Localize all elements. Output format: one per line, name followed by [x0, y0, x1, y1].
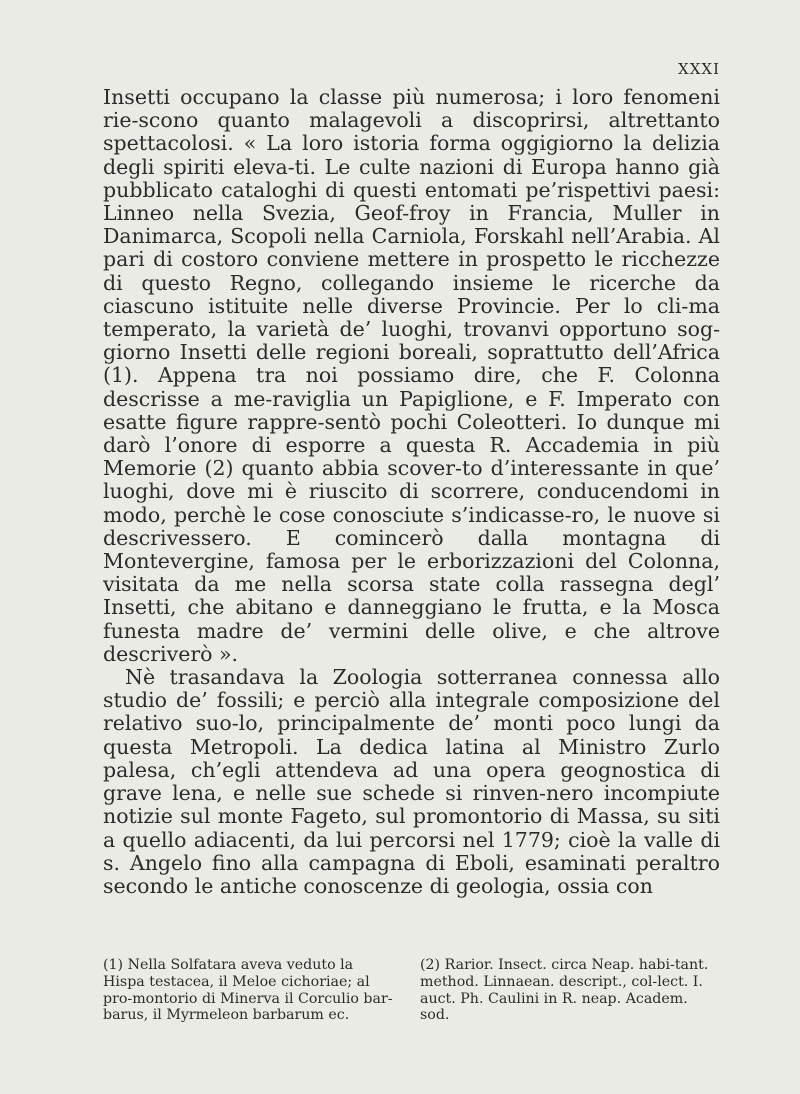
footnotes [103, 957, 720, 1024]
footnote-2: (2) Rarior. Insect. circa Neap. habi-tant. method. Linnaean. descript., col-lect. I. auct. Ph. Caulini in R. neap. Academ. sod. [420, 957, 709, 1024]
main-text [103, 86, 720, 898]
paragraph-1: Insetti occupano la classe più numerosa; i loro fenomeni rie-scono quanto malagevoli a discoprirsi, altrettanto spettacolosi. « La loro istoria forma oggigiorno la delizia degli spiriti eleva-ti. Le culte nazioni di Europa hanno già pubblicato cataloghi di questi entomati pe’rispettivi paesi: Linneo nella Svezia, Geof-froy in Francia, Muller in Danimarca, Scopoli nella Carniola, Forskahl nell’Arabia. Al pari di costoro conviene mettere in prospetto le ricchezze di questo Regno, collegando insieme le ricerche da ciascuno istituite nelle diverse Provincie. Per lo cli-ma temperato, la varietà de’ luoghi, trovanvi opportuno sog-giorno Insetti delle regioni boreali, soprattutto dell’Africa (1). Appena tra noi possiamo dire, che F. Colonna descrisse a me-raviglia un Papiglione, e F. Imperato con esatte figure rappre-sentò pochi Coleotteri. Io dunque mi darò l’onore di esporre a questa R. Accademia in più Memorie (2) quanto abbia scover-to d’interessante in que’ luoghi, dove mi è riuscito di scorrere, conducendomi in modo, perchè le cose conosciute s’indicasse-ro, le nuove si descrivessero. E comincerò dalla montagna di Montevergine, famosa per le erborizzazioni del Colonna, visitata da me nella scorsa state colla rassegna degl’ Insetti, che abitano e danneggiano le frutta, e la Mosca funesta madre de’ vermini delle olive, e che altrove descriverò ». [103, 85, 720, 666]
page-number: XXXI [678, 60, 720, 78]
footnote-1: (1) Nella Solfatara aveva veduto la Hispa testacea, il Meloe cichoriae; al pro-montorio di Minerva il Corculio bar-barus, il Myrmeleon barbarum ec. [103, 957, 393, 1024]
paragraph-2: Nè trasandava la Zoologia sotterranea connessa allo studio de’ fossili; e perciò alla integrale composizione del relativo suo-lo, principalmente de’ monti poco lungi da questa Metropoli. La dedica latina al Ministro Zurlo palesa, ch’egli attendeva ad una opera geognostica di grave lena, e nelle sue schede si rinven-nero incompiute notizie sul monte Fageto, sul promontorio di Massa, su siti a quello adiacenti, da lui percorsi nel 1779; cioè la valle di s. Angelo fino alla campagna di Eboli, esaminati peraltro secondo le antiche conoscenze di geologia, ossia con [103, 665, 720, 898]
